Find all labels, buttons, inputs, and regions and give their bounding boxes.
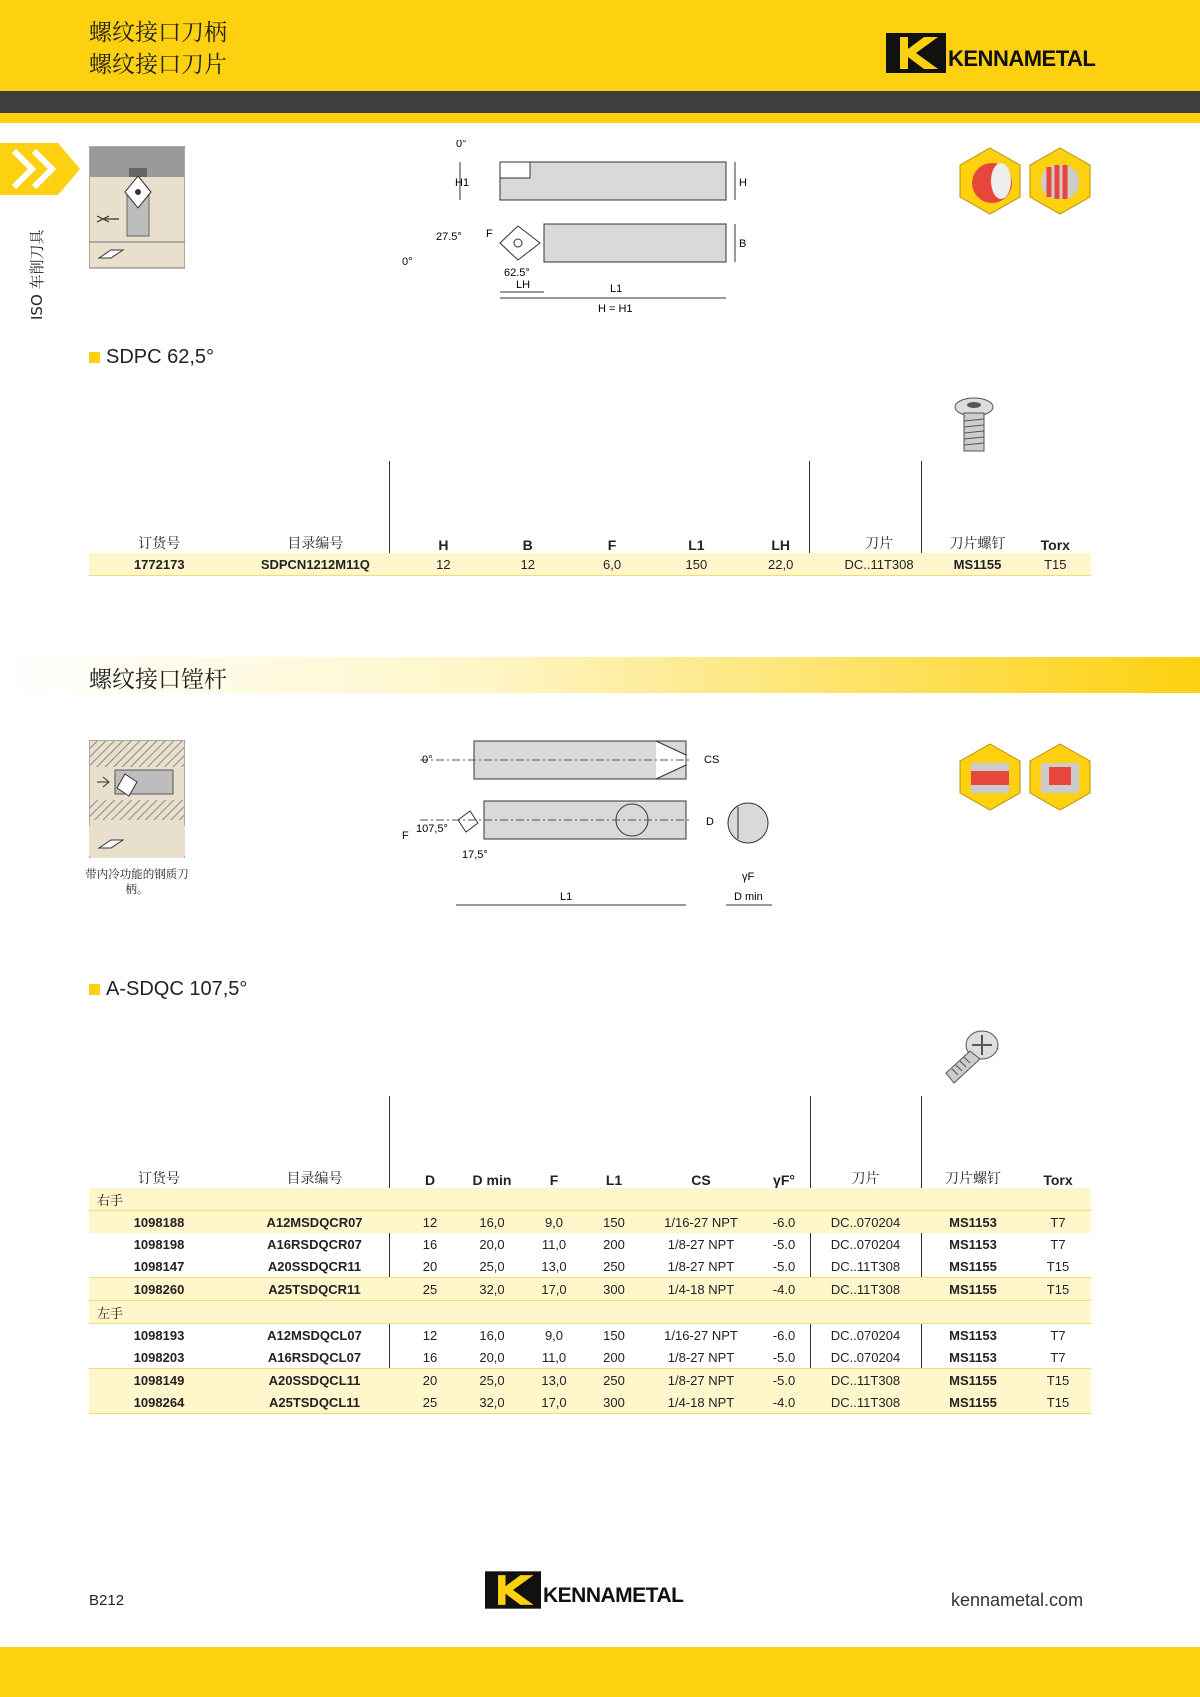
dim2-d: D — [706, 816, 714, 828]
col-insert-screw: 刀片螺钉 — [949, 536, 1006, 552]
table-row — [89, 1211, 1091, 1234]
cell-gamma-f: -5.0 — [772, 1236, 796, 1252]
cell-insert-screw: MS1155 — [921, 1391, 1025, 1414]
table-row — [89, 1255, 1091, 1278]
col-insert: 刀片 — [851, 1171, 880, 1187]
page-title-line1: 螺纹接口刀柄 — [89, 20, 227, 46]
cell-insert: DC..070204 — [810, 1211, 921, 1234]
cell-torx: T15 — [1025, 1255, 1091, 1278]
cell-d: 20 — [400, 1369, 460, 1392]
hex-internal-op-icon — [1027, 743, 1093, 811]
cell-order-no: 1098264 — [89, 1391, 229, 1414]
cell-torx: T7 — [1025, 1346, 1091, 1369]
cell-torx: T15 — [1025, 1391, 1091, 1414]
col-l1: L1 — [605, 1172, 623, 1188]
cell-dmin: 25,0 — [460, 1255, 524, 1278]
cell-l1: 300 — [584, 1278, 644, 1301]
cell-f: 6,0 — [570, 553, 654, 576]
cell-f: 17,0 — [524, 1278, 584, 1301]
kennametal-logo-icon — [485, 1571, 541, 1609]
table-row — [89, 553, 1091, 576]
dim2-gamma-f: γF — [742, 871, 755, 883]
col-f: F — [549, 1172, 559, 1188]
boring-bar-thumbnail — [89, 740, 185, 858]
cell-dmin: 20,0 — [479, 1236, 505, 1252]
countersunk-screw-icon — [938, 1027, 1004, 1089]
dim2-l1: L1 — [560, 891, 573, 903]
cell-l1: 250 — [584, 1369, 644, 1392]
cell-insert: DC..11T308 — [810, 1278, 921, 1301]
cell-f: 9,0 — [524, 1211, 584, 1234]
cell-dmin: 25,0 — [460, 1369, 524, 1392]
dim2-angle-0: 0° — [422, 754, 433, 766]
col-catalog-no: 目录编号 — [287, 536, 344, 552]
cell-gamma-f: -4.0 — [758, 1391, 810, 1414]
table-sdpc — [89, 527, 1091, 576]
dim-angle-275: 27.5° — [436, 231, 462, 243]
cell-dmin: 20,0 — [460, 1346, 524, 1369]
table-row — [89, 1369, 1091, 1392]
cell-dmin: 16,0 — [460, 1211, 524, 1234]
section2-title-text: A-SDQC 107,5° — [106, 978, 248, 1000]
cell-order-no: 1772173 — [89, 553, 230, 576]
dim-lh: LH — [516, 279, 531, 291]
col-insert: 刀片 — [865, 536, 894, 552]
cell-order-no: 1098203 — [89, 1346, 229, 1369]
cell-gamma-f: -5.0 — [758, 1346, 810, 1369]
cell-insert: DC..11T308 — [810, 1255, 921, 1278]
col-cs: CS — [691, 1172, 711, 1188]
cell-order-no: 1098198 — [133, 1236, 185, 1252]
cell-insert: DC..070204 — [830, 1327, 901, 1343]
website-link[interactable]: kennametal.com — [951, 1590, 1084, 1610]
cell-catalog-no: SDPCN1212M11Q — [230, 553, 402, 576]
band-title: 螺纹接口镗杆 — [89, 667, 227, 693]
cell-torx: T15 — [1025, 1278, 1091, 1301]
dim2-angle-1075: 107,5° — [416, 823, 448, 835]
torx-screw-icon — [952, 395, 996, 457]
cell-b: 12 — [486, 553, 570, 576]
col-catalog-no: 目录编号 — [286, 1171, 343, 1187]
page-number: B212 — [89, 1592, 125, 1609]
cell-f: 11,0 — [541, 1236, 567, 1252]
footer-bar — [0, 1647, 1200, 1697]
cell-cs: 1/4-18 NPT — [644, 1278, 758, 1301]
cell-cs: 1/16-27 NPT — [664, 1327, 738, 1343]
cell-catalog-no: A12MSDQCR07 — [229, 1211, 400, 1234]
cell-cs: 1/4-18 NPT — [644, 1391, 758, 1414]
cell-insert: DC..11T308 — [810, 1391, 921, 1414]
sdpc-dimension-drawing — [400, 140, 760, 315]
cell-gamma-f: -4.0 — [758, 1278, 810, 1301]
dim-h1: H1 — [455, 177, 470, 189]
cell-insert-screw: MS1155 — [921, 1255, 1025, 1278]
col-b: B — [522, 537, 533, 553]
hex-turning-op-icon — [957, 147, 1023, 215]
cell-l1: 250 — [584, 1255, 644, 1278]
col-gamma-f: γF° — [773, 1172, 795, 1188]
header-yellow-stripe — [0, 113, 1200, 123]
cell-catalog-no: A16RSDQCL07 — [229, 1346, 400, 1369]
cell-torx: T15 — [1025, 1369, 1091, 1392]
dim2-f: F — [402, 830, 409, 842]
cell-insert-screw: MS1153 — [921, 1211, 1025, 1234]
group-row-right-hand — [89, 1188, 1091, 1211]
cell-insert: DC..11T308 — [810, 1369, 921, 1392]
col-d: D — [424, 1172, 436, 1188]
boring-bar-dimension-drawing — [400, 735, 790, 910]
group-label: 右手 — [89, 1188, 1091, 1211]
dim-b: B — [739, 238, 747, 250]
cell-insert-screw: MS1155 — [935, 553, 1019, 576]
table2-header-row — [89, 1162, 1091, 1188]
table-row — [89, 1324, 1091, 1347]
col-order-no: 订货号 — [138, 1171, 180, 1187]
cell-f: 13,0 — [524, 1255, 584, 1278]
cell-catalog-no: A25TSDQCR11 — [229, 1278, 400, 1301]
page-title-line2: 螺纹接口刀片 — [89, 52, 227, 78]
dim-angle-625: 62.5° — [504, 267, 530, 279]
dim-angle-0b: 0° — [402, 256, 413, 268]
hex-boring-op-icon — [957, 743, 1023, 811]
cell-d: 25 — [400, 1278, 460, 1301]
col-torx: Torx — [1043, 1172, 1073, 1188]
cell-cs: 1/8-27 NPT — [644, 1255, 758, 1278]
col-lh: LH — [771, 537, 791, 553]
table-row — [89, 1391, 1091, 1414]
yellow-chevron-icon — [0, 143, 82, 195]
header-logo — [886, 33, 1095, 73]
cell-insert: DC..070204 — [810, 1346, 921, 1369]
cell-l1: 150 — [654, 553, 738, 576]
cell-lh: 22,0 — [739, 553, 823, 576]
cell-catalog-no: A20SSDQCR11 — [229, 1255, 400, 1278]
cell-catalog-no: A20SSDQCL11 — [229, 1369, 400, 1392]
cell-insert-screw: MS1153 — [921, 1346, 1025, 1369]
col-insert-screw: 刀片螺钉 — [945, 1171, 1001, 1187]
section2-title — [89, 978, 247, 1001]
col-f: F — [607, 537, 617, 553]
dim-angle-0a: 0° — [456, 140, 467, 150]
dim2-dmin: D min — [734, 891, 763, 903]
cell-f: 9,0 — [544, 1327, 564, 1343]
cell-d: 16 — [422, 1236, 438, 1252]
cell-f: 17,0 — [524, 1391, 584, 1414]
cell-l1: 200 — [584, 1346, 644, 1369]
cell-dmin: 32,0 — [460, 1391, 524, 1414]
group-row-left-hand — [89, 1301, 1091, 1324]
cell-cs: 1/8-27 NPT — [644, 1369, 758, 1392]
cell-catalog-no: A16RSDQCR07 — [267, 1236, 362, 1252]
col-order-no: 订货号 — [138, 536, 181, 552]
section2-operation-icons — [957, 743, 1093, 811]
section1-title-text: SDPC 62,5° — [106, 346, 215, 368]
cell-dmin: 16,0 — [479, 1327, 505, 1343]
dim-f: F — [486, 228, 493, 240]
col-l1: L1 — [688, 537, 705, 553]
cell-order-no: 1098260 — [89, 1278, 229, 1301]
cell-h: 12 — [401, 553, 485, 576]
cell-catalog-no: A12MSDQCL07 — [267, 1327, 362, 1343]
table-row — [89, 1278, 1091, 1301]
cell-insert-screw: MS1155 — [921, 1278, 1025, 1301]
cell-cs: 1/8-27 NPT — [644, 1346, 758, 1369]
header-brand-text: KENNAMETAL — [948, 46, 1096, 71]
cell-insert: DC..070204 — [830, 1236, 901, 1252]
sdpc-thumbnail — [89, 146, 185, 269]
cell-gamma-f: -6.0 — [758, 1211, 810, 1234]
cell-insert-screw: MS1155 — [921, 1369, 1025, 1392]
col-dmin: D min — [472, 1172, 512, 1188]
cell-l1: 150 — [603, 1327, 625, 1343]
cell-d: 12 — [400, 1211, 460, 1234]
header-dark-stripe — [0, 91, 1200, 113]
cell-d: 25 — [400, 1391, 460, 1414]
cell-cs: 1/16-27 NPT — [644, 1211, 758, 1234]
footer-brand-text: KENNAMETAL — [543, 1584, 684, 1607]
footer-logo — [485, 1571, 683, 1609]
cell-l1: 200 — [603, 1236, 625, 1252]
cell-gamma-f: -6.0 — [772, 1327, 796, 1343]
cell-d: 16 — [400, 1346, 460, 1369]
group-label: 左手 — [89, 1301, 1091, 1324]
table-row — [89, 1346, 1091, 1369]
cell-torx: T15 — [1020, 553, 1091, 576]
dim-h: H — [739, 177, 747, 189]
cell-cs: 1/8-27 NPT — [667, 1236, 735, 1252]
title-bullet-icon — [89, 984, 100, 995]
cell-order-no: 1098147 — [89, 1255, 229, 1278]
cell-insert-screw: MS1153 — [949, 1236, 997, 1252]
section1-operation-icons — [957, 147, 1093, 215]
cell-order-no: 1098149 — [89, 1369, 229, 1392]
cell-l1: 150 — [584, 1211, 644, 1234]
cell-d: 20 — [400, 1255, 460, 1278]
table-a-sdqc — [89, 1162, 1091, 1414]
cell-torx: T7 — [1050, 1236, 1066, 1252]
cell-dmin: 32,0 — [460, 1278, 524, 1301]
cell-insert-screw: MS1153 — [949, 1327, 997, 1343]
cell-order-no: 1098188 — [89, 1211, 229, 1234]
col-h: H — [438, 537, 449, 553]
cell-insert: DC..11T308 — [823, 553, 935, 576]
section1-title — [89, 346, 214, 369]
cell-order-no: 1098193 — [133, 1327, 185, 1343]
dim-note: H = H1 — [598, 303, 633, 315]
side-section-label: ISO 车削刀具 — [28, 229, 46, 320]
cell-torx: T7 — [1025, 1211, 1091, 1234]
cell-f: 11,0 — [524, 1346, 584, 1369]
cell-f: 13,0 — [524, 1369, 584, 1392]
cell-gamma-f: -5.0 — [758, 1369, 810, 1392]
kennametal-logo-icon — [886, 33, 946, 73]
col-torx: Torx — [1040, 537, 1070, 553]
dim-l1: L1 — [610, 283, 623, 295]
cell-l1: 300 — [584, 1391, 644, 1414]
boring-bar-caption: 带内冷功能的钢质刀柄。 — [85, 867, 189, 896]
hex-threading-op-icon — [1027, 147, 1093, 215]
cell-d: 12 — [422, 1327, 438, 1343]
dim2-cs: CS — [704, 754, 720, 766]
cell-gamma-f: -5.0 — [758, 1255, 810, 1278]
title-bullet-icon — [89, 352, 100, 363]
dim2-angle-175: 17,5° — [462, 849, 488, 861]
table-row — [89, 1233, 1091, 1255]
cell-torx: T7 — [1050, 1327, 1066, 1343]
table1-header-row — [89, 527, 1091, 553]
cell-catalog-no: A25TSDQCL11 — [229, 1391, 400, 1414]
